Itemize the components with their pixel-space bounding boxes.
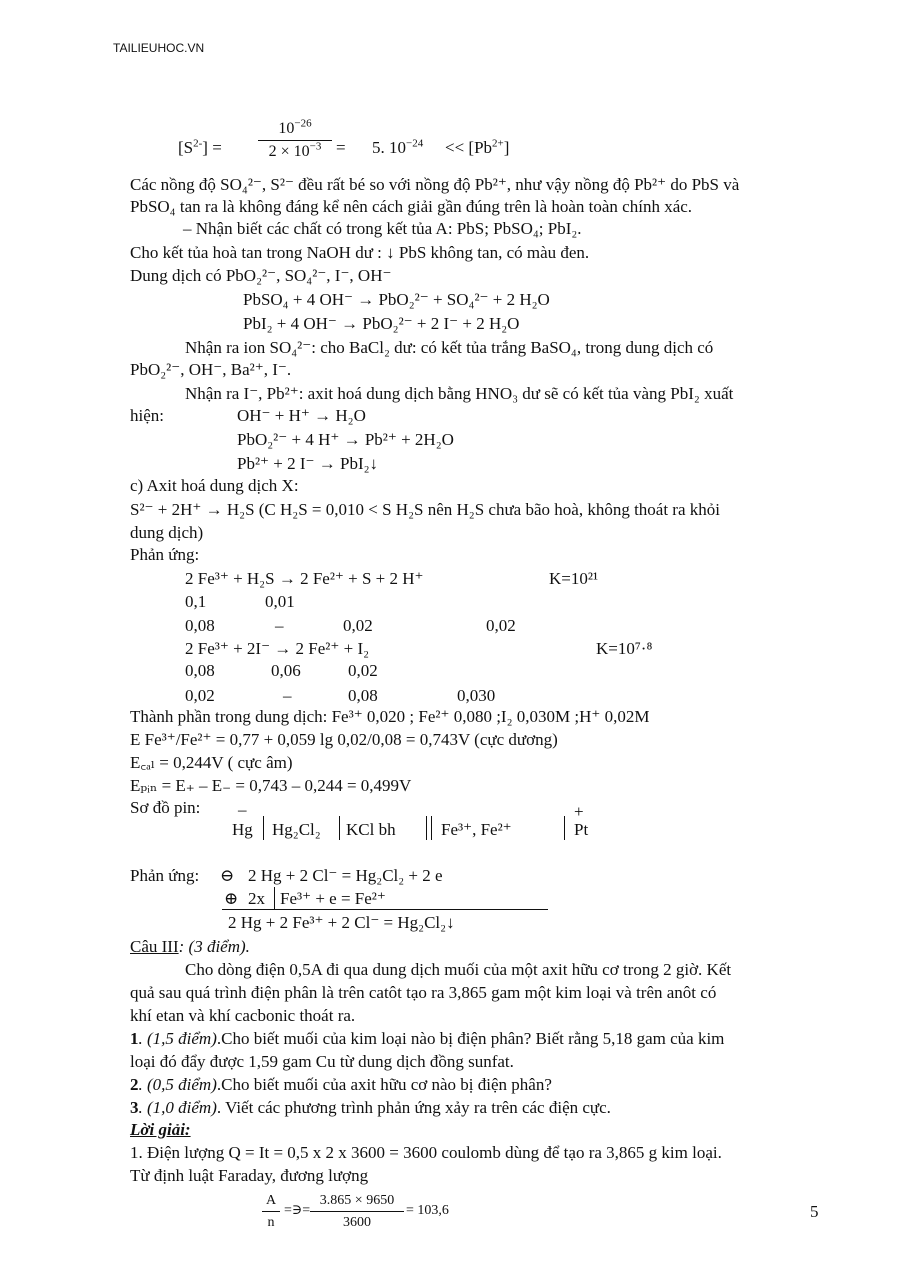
cell-part: Fe³⁺, Fe²⁺: [441, 820, 512, 839]
anode-sign: –: [238, 800, 247, 819]
value: 0,01: [265, 592, 295, 611]
text-line: S²⁻ + 2H⁺ → H₂S (C H₂S = 0,010 < S H₂S nên H₂S chưa bão hoà, không thoát ra khỏi: [130, 500, 720, 519]
value: 0,06: [271, 661, 301, 680]
cell-part: Hg₂Cl₂: [272, 820, 321, 839]
value: 0,030: [457, 686, 496, 705]
reaction: PbSO₄ + 4 OH⁻ → PbO₂²⁻ + SO₄²⁻ + 2 H₂O: [243, 290, 550, 309]
value: 0,02: [348, 661, 378, 680]
text-line: dung dịch): [130, 523, 204, 542]
reaction: 2 Fe³⁺ + 2I⁻ → 2 Fe²⁺ + I₂: [185, 639, 370, 658]
value: –: [283, 686, 292, 705]
divider: [274, 887, 275, 909]
salt-bridge: [426, 816, 427, 840]
text-line: Các nồng độ SO₄²⁻, S²⁻ đều rất bé so với nồng độ Pb²⁺, như vậy nồng độ Pb²⁺ do PbS và: [130, 175, 740, 194]
text-line: Cho kết tủa hoà tan trong NaOH dư : ↓ PbS không tan, có màu đen.: [130, 243, 590, 262]
solution-heading: Lời giải:: [130, 1120, 191, 1139]
eq-result: 5. $10^{-24}$: [372, 137, 424, 157]
phase-boundary: [564, 816, 565, 840]
text-line: Dung dịch có PbO₂²⁻, SO₄²⁻, I⁻, OH⁻: [130, 266, 392, 285]
text-line: Nhận ra ion SO₄²⁻: cho BaCl₂ dư: có kết tủa trắng BaSO₄, trong dung dịch có: [185, 338, 714, 357]
value: 0,02: [185, 686, 215, 705]
value: 0,08: [185, 616, 215, 635]
eq-compare: << $[Pb^{2+}]$: [445, 137, 510, 157]
reaction: OH⁻ + H⁺ → H₂O: [237, 406, 366, 425]
cathode-sign: +: [574, 802, 584, 821]
section-heading: Câu III: (3 điểm).: [130, 937, 250, 956]
reaction: 2 Hg + 2 Cl⁻ = Hg₂Cl₂ + 2 e: [248, 866, 443, 885]
reaction: PbO₂²⁻ + 4 H⁺ → Pb²⁺ + 2H₂O: [237, 430, 454, 449]
text-line: Sơ đồ pin:: [130, 798, 201, 817]
text-line: E꜀ₐₗ = 0,244V ( cực âm): [130, 753, 293, 772]
cell-part: Pt: [574, 820, 589, 839]
text-line: loại đó đẩy được 1,59 gam Cu từ dung dịch đồng sunfat.: [130, 1052, 514, 1071]
value: 0,02: [343, 616, 373, 635]
reaction-multiplier: 2x: [248, 889, 265, 908]
eq-fraction: $\frac{10^{-26}}{2 \times 10^{-3}}$: [258, 120, 332, 161]
question: 3. (1,0 điểm). Viết các phương trình phản ứng xảy ra trên các điện cực.: [130, 1098, 611, 1117]
fraction-faraday: $\frac{3.865 \times 9650}{3600}$: [310, 1192, 404, 1232]
equilibrium-constant: K=10²¹: [549, 569, 599, 588]
reaction: Fe³⁺ + e = Fe²⁺: [280, 889, 386, 908]
reaction: 2 Fe³⁺ + H₂S → 2 Fe²⁺ + S + 2 H⁺: [185, 569, 424, 588]
text-line: Eₚᵢₙ = E₊ – E₋ = 0,743 – 0,244 = 0,499V: [130, 776, 412, 795]
sum-line: [222, 909, 548, 910]
question: 1. (1,5 điểm).Cho biết muối của kim loại nào bị điện phân? Biết rằng 5,18 gam của kim: [130, 1029, 725, 1048]
text-line: quả sau quá trình điện phân là trên catôt tạo ra 3,865 gam một kim loại và trên anôt có: [130, 983, 717, 1002]
cell-part: Hg: [232, 820, 253, 839]
site-header: TAILIEUHOC.VN: [113, 41, 205, 55]
text-line: – Nhận biết các chất có trong kết tủa A: PbS; PbSO₄; PbI₂.: [183, 219, 582, 238]
fraction-a-n: $\frac{A}{n}$: [262, 1192, 280, 1232]
text-line: Phản ứng:: [130, 866, 200, 885]
value: 0,02: [486, 616, 516, 635]
text-line: PbSO₄ tan ra là không đáng kể nên cách giải gần đúng trên là hoàn toàn chính xác.: [130, 197, 693, 216]
text-line: khí etan và khí cacbonic thoát ra.: [130, 1006, 356, 1025]
anode-symbol: ⊖: [220, 866, 235, 885]
salt-bridge: [431, 816, 432, 840]
phase-boundary: [339, 816, 340, 840]
text-line: Nhận ra I⁻, Pb²⁺: axit hoá dung dịch bằng HNO₃ dư sẽ có kết tủa vàng PbI₂ xuất: [185, 384, 734, 403]
value: 0,08: [185, 661, 215, 680]
equivalent-symbol: =∋=: [284, 1203, 311, 1218]
text-line: Thành phần trong dung dịch: Fe³⁺ 0,020 ; Fe²⁺ 0,080 ;I₂ 0,030M ;H⁺ 0,02M: [130, 707, 650, 726]
eq-s2: $[S^{2-}]$ =: [178, 137, 222, 157]
reaction: PbI₂ + 4 OH⁻ → PbO₂²⁻ + 2 I⁻ + 2 H₂O: [243, 314, 520, 333]
reaction: 2 Hg + 2 Fe³⁺ + 2 Cl⁻ = Hg₂Cl₂↓: [228, 913, 455, 932]
phase-boundary: [263, 816, 264, 840]
text-line: PbO₂²⁻, OH⁻, Ba²⁺, I⁻.: [130, 360, 292, 379]
cell-part: KCl bh: [346, 820, 396, 839]
page-number: 5: [810, 1202, 819, 1221]
value: 0,08: [348, 686, 378, 705]
eq-equals: =: [336, 138, 346, 157]
text-line: E Fe³⁺/Fe²⁺ = 0,77 + 0,059 lg 0,02/0,08 = 0,743V (cực dương): [130, 730, 558, 749]
text-line: Phản ứng:: [130, 545, 200, 564]
text-line: Cho dòng điện 0,5A đi qua dung dịch muối của một axit hữu cơ trong 2 giờ. Kết: [185, 960, 732, 979]
text-line: hiện:: [130, 406, 164, 425]
equilibrium-constant: K=10⁷·⁸: [596, 639, 653, 658]
cathode-symbol: ⊕: [224, 889, 239, 908]
result: = 103,6: [406, 1203, 449, 1218]
reaction: Pb²⁺ + 2 I⁻ → PbI₂↓: [237, 454, 379, 473]
text-line: 1. Điện lượng Q = It = 0,5 x 2 x 3600 = 3600 coulomb dùng để tạo ra 3,865 g kim loại.: [130, 1143, 722, 1162]
value: 0,1: [185, 592, 207, 611]
text-line: Từ định luật Faraday, đương lượng: [130, 1166, 369, 1185]
question: 2. (0,5 điểm).Cho biết muối của axit hữu cơ nào bị điện phân?: [130, 1075, 552, 1094]
text-line: c) Axit hoá dung dịch X:: [130, 476, 299, 495]
value: –: [275, 616, 284, 635]
